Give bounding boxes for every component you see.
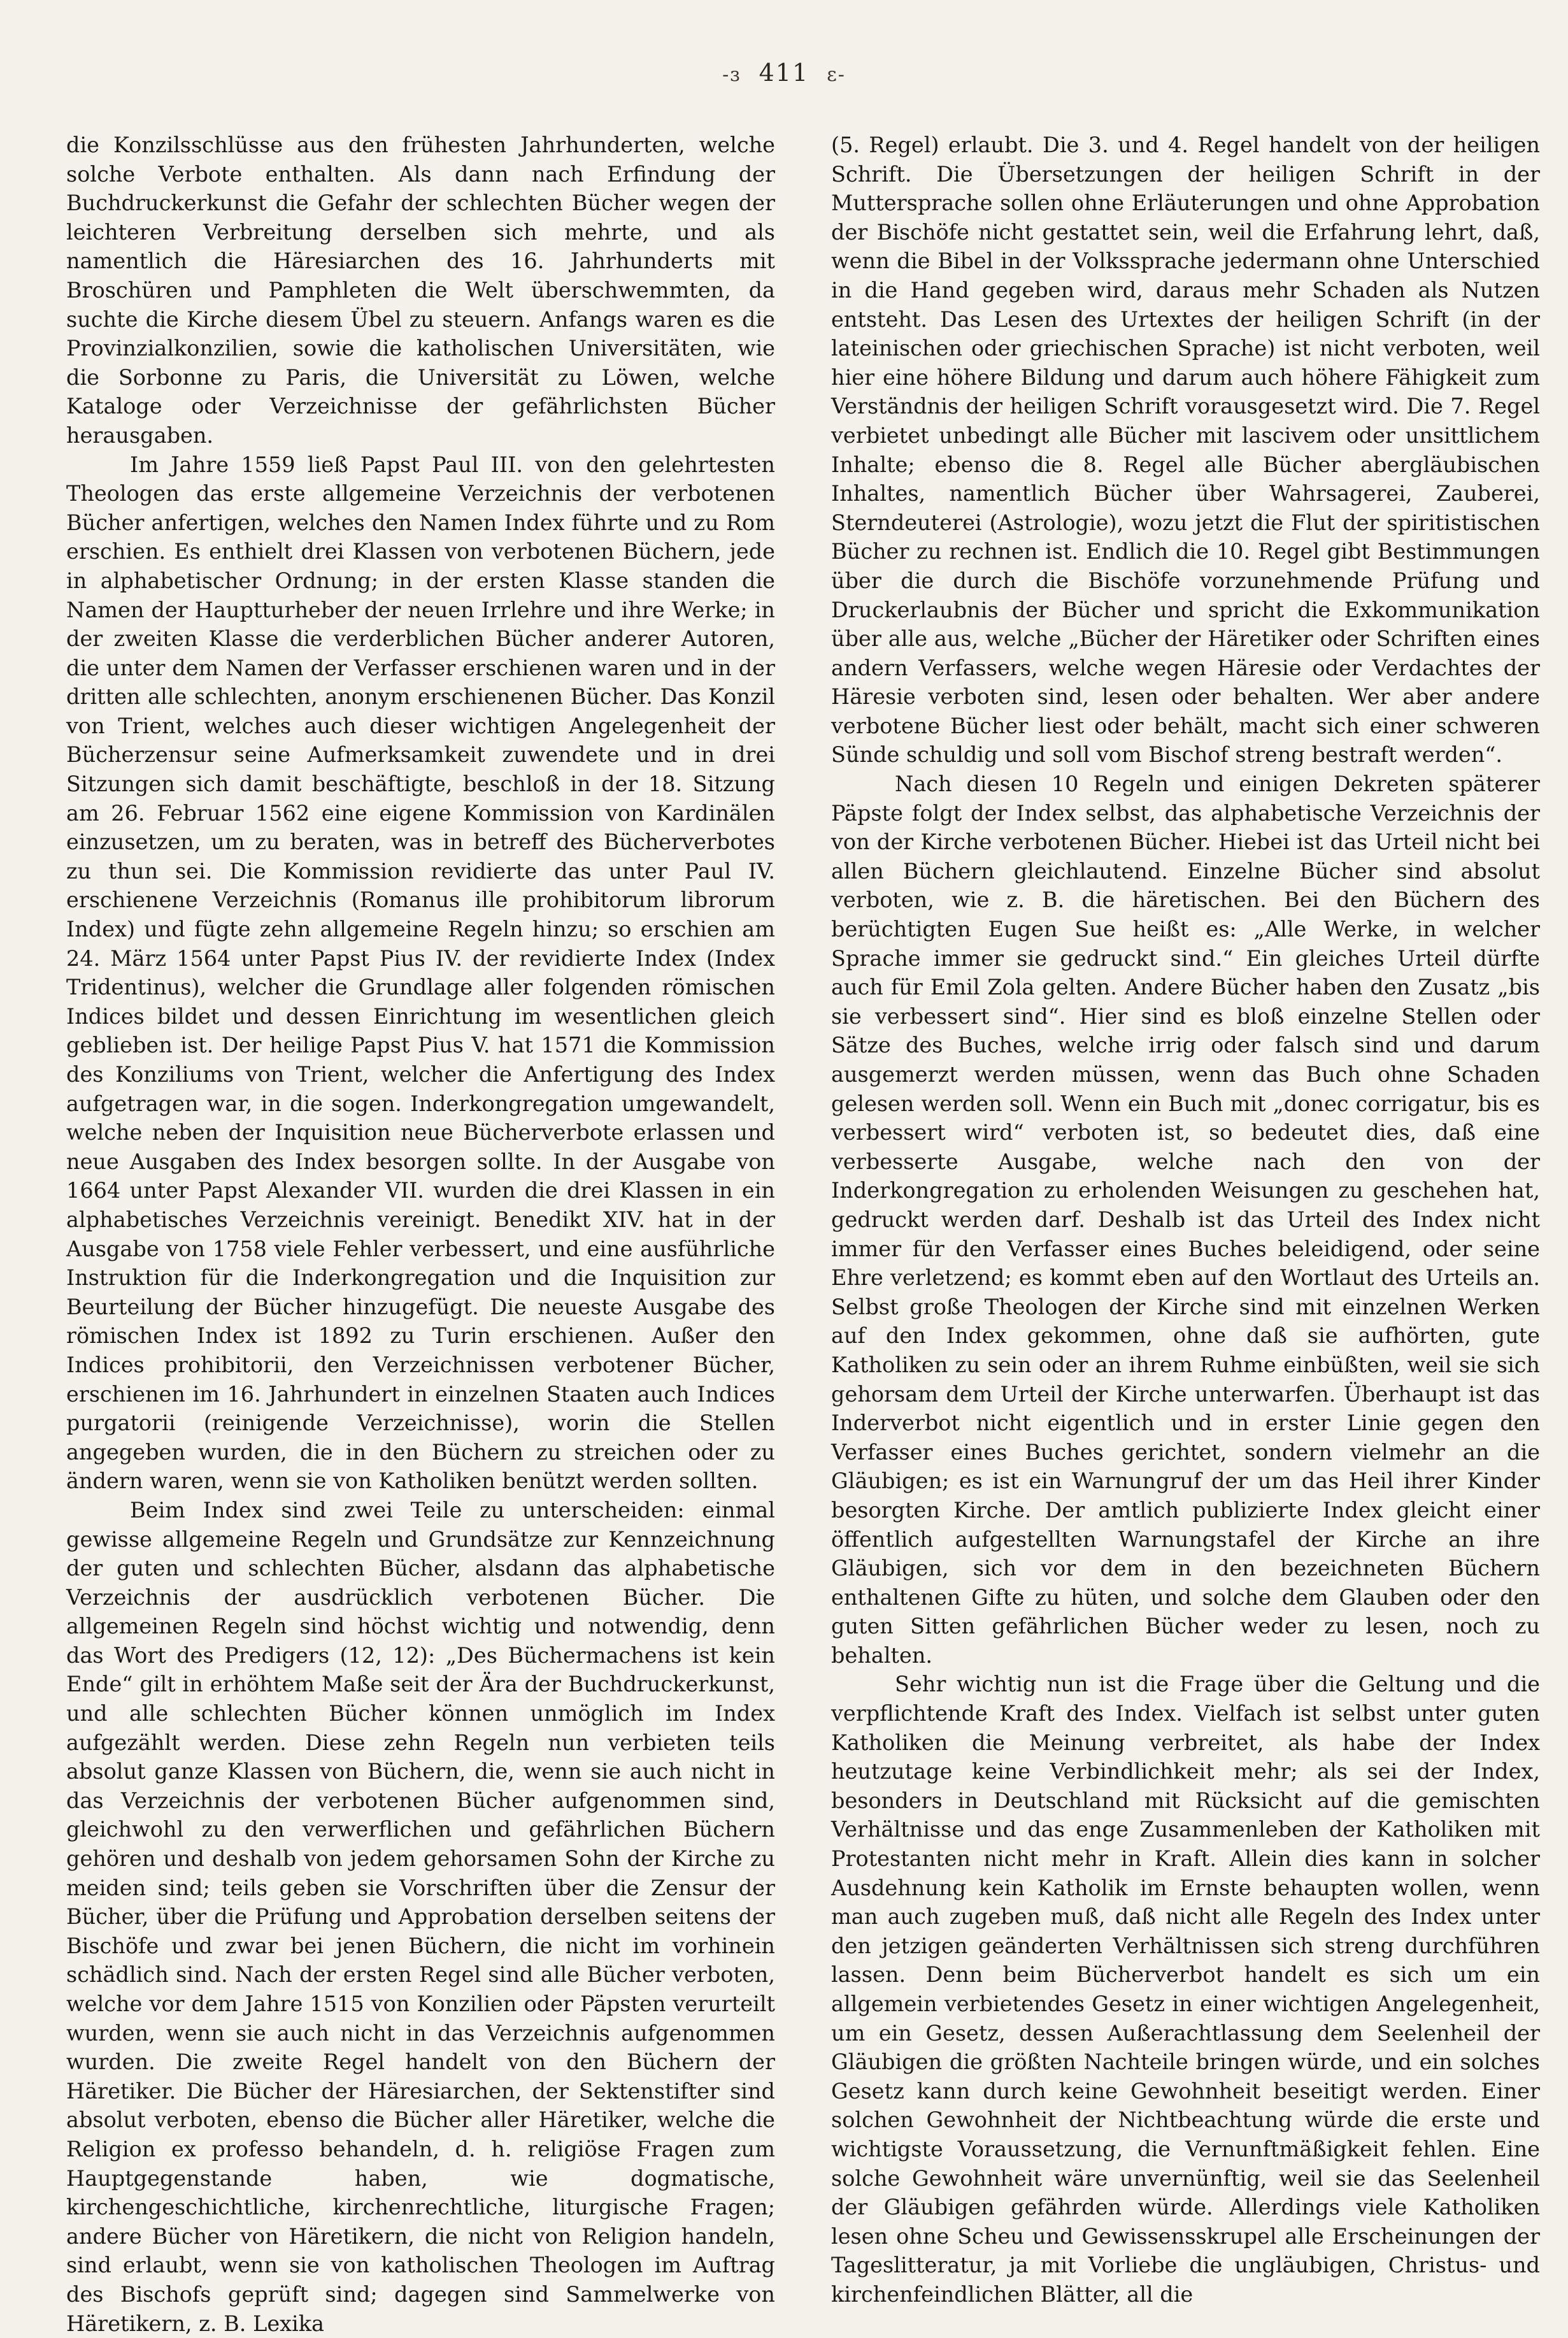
- paragraph: Im Jahre 1559 ließ Papst Paul III. von den gelehrtesten Theologen das erste allgemeine Verzeichnis der verbotenen Bücher anfertigen, welches den Namen Index führte und zu Rom erschien. Es enthielt drei Klassen von verbotenen Büchern, jede in alphabetischer Ordnung; in der ersten Klasse standen die Namen der Hauptturheber der neuen Irrlehre und ihre Werke; in der zweiten Klasse die verderblichen Bücher anderer Autoren, die unter dem Namen der Verfasser erschienen waren und in der dritten alle schlechten, anonym erschienenen Bücher. Das Konzil von Trient, welches auch dieser wichtigen Angelegenheit der Bücherzensur seine Aufmerksamkeit zuwendete und in drei Sitzungen sich damit beschäftigte, beschloß in der 18. Sitzung am 26. Februar 1562 eine eigene Kommission von Kardinälen einzusetzen, um zu beraten, was in betreff des Bücherverbotes zu thun sei. Die Kommission revidierte das unter Paul IV. erschienene Verzeichnis (Romanus ille prohibitorum librorum Index) und fügte zehn allgemeine Regeln hinzu; so erschien am 24. März 1564 unter Papst Pius IV. der revidierte Index (Index Tridentinus), welcher die Grundlage aller folgenden römischen Indices bildet und dessen Einrichtung im wesentlichen gleich geblieben ist. Der heilige Papst Pius V. hat 1571 die Kommission des Konziliums von Trient, welcher die Anfertigung des Index aufgetragen war, in die sogen. Inderkongregation umgewandelt, welche neben der Inquisition neue Bücherverbote erlassen und neue Ausgaben des Index besorgen sollte. In der Ausgabe von 1664 unter Papst Alexander VII. wurden die drei Klassen in ein alphabetisches Verzeichnis vereinigt. Benedikt XIV. hat in der Ausgabe von 1758 viele Fehler verbessert, und eine ausführliche Instruktion für die Inderkongregation und die Inquisition zur Beurteilung der Bücher hinzugefügt. Die neueste Ausgabe des römischen Index ist 1892 zu Turin erschienen. Außer den Indices prohibitorii, den Verzeichnissen verbotener Bücher, erschienen im 16. Jahrhundert in einzelnen Staaten auch Indices purgatorii (reinigende Verzeichnisse), worin die Stellen angegeben wurden, die in den Büchern zu streichen oder zu ändern waren, wenn sie von Katholiken benützt werden sollten.: [66, 452, 775, 1494]
- left-column: [66, 131, 775, 2336]
- paragraph: Sehr wichtig nun ist die Frage über die Geltung und die verpflichtende Kraft des Index. Vielfach ist selbst unter guten Katholiken die Meinung verbreitet, als habe der Index heutzutage keine Verbindlichkeit mehr; als sei der Index, besonders in Deutschland mit Rücksicht auf die gemischten Verhältnisse und das enge Zusammenleben der Katholiken mit Protestanten nicht mehr in Kraft. Allein dies kann in solcher Ausdehnung kein Katholik im Ernste behaupten wollen, wenn man auch zugeben muß, daß nicht alle Regeln des Index unter den jetzigen geänderten Verhältnissen sich streng durchführen lassen. Denn beim Bücherverbot handelt es sich um ein allgemein verbietendes Gesetz in einer wichtigen Angelegenheit, um ein Gesetz, dessen Außerachtlassung dem Seelenheil der Gläubigen die größten Nachteile bringen würde, und ein solches Gesetz kann durch keine Gewohnheit beseitigt werden. Einer solchen Gewohnheit der Nichtbeachtung würde die erste und wichtigste Voraussetzung, die Vernunftmäßigkeit fehlen. Eine solche Gewohnheit wäre unvernünftig, weil sie das Seelenheil der Gläubigen gefährden würde. Allerdings viele Katholiken lesen ohne Scheu und Gewissensskrupel alle Erscheinungen der Tageslitteratur, ja mit Vorliebe die ungläubigen, Christus- und kirchenfeindlichen Blätter, all die: [831, 1672, 1540, 2307]
- right-column: [831, 131, 1540, 2307]
- paragraph: die Konzilsschlüsse aus den frühesten Jahrhunderten, welche solche Verbote enthalten. Als dann nach Erfindung der Buchdruckerkunst die Gefahr der schlechten Bücher wegen der leichteren Verbreitung derselben sich mehrte, und als namentlich die Häresiarchen des 16. Jahrhunderts mit Broschüren und Pamphleten die Welt überschwemmten, da suchte die Kirche diesem Übel zu steuern. Anfangs waren es die Provinzialkonzilien, sowie die katholischen Universitäten, wie die Sorbonne zu Paris, die Universität zu Löwen, welche Kataloge oder Verzeichnisse der gefährlichsten Bücher herausgaben.: [66, 133, 775, 448]
- page-header: [0, 59, 1568, 87]
- ornament-right-icon: ɛ-: [827, 64, 846, 86]
- paragraph: Beim Index sind zwei Teile zu unterscheiden: einmal gewisse allgemeine Regeln und Grundsätze zur Kennzeichnung der guten und schlechten Bücher, alsdann das alphabetische Verzeichnis der ausdrücklich verbotenen Bücher. Die allgemeinen Regeln sind höchst wichtig und notwendig, denn das Wort des Predigers (12, 12): „Des Büchermachens ist kein Ende“ gilt in erhöhtem Maße seit der Ära der Buchdruckerkunst, und alle schlechten Bücher können unmöglich im Index aufgezählt werden. Diese zehn Regeln nun verbieten teils absolut ganze Klassen von Büchern, die, wenn sie auch nicht in das Verzeichnis der verbotenen Bücher aufgenommen sind, gleichwohl zu den verwerflichen und gefährlichen Büchern gehören und deshalb von jedem gehorsamen Sohn der Kirche zu meiden sind; teils geben sie Vorschriften über die Zensur der Bücher, über die Prüfung und Approbation derselben seitens der Bischöfe und zwar bei jenen Büchern, die nicht im vorhinein schädlich sind. Nach der ersten Regel sind alle Bücher verboten, welche vor dem Jahre 1515 von Konzilien oder Päpsten verurteilt wurden, wenn sie auch nicht in das Verzeichnis aufgenommen wurden. Die zweite Regel handelt von den Büchern der Häretiker. Die Bücher der Häresiarchen, der Sektenstifter sind absolut verboten, ebenso die Bücher aller Häretiker, welche die Religion ex professo behandeln, d. h. religiöse Fragen zum Hauptgegenstande haben, wie dogmatische, kirchengeschichtliche, kirchenrechtliche, liturgische Fragen; andere Bücher von Häretikern, die nicht von Religion handeln, sind erlaubt, wenn sie von katholischen Theologen im Auftrag des Bischofs geprüft sind; dagegen sind Sammelwerke von Häretikern, z. B. Lexika: [66, 1497, 775, 2336]
- ornament-left-icon: -ɜ: [722, 64, 741, 86]
- page-number: 411: [759, 59, 809, 87]
- paragraph: (5. Regel) erlaubt. Die 3. und 4. Regel handelt von der heiligen Schrift. Die Übersetzungen der heiligen Schrift in der Muttersprache sollen ohne Erläuterungen und ohne Approbation der Bischöfe nicht gestattet sein, weil die Erfahrung lehrt, daß, wenn die Bibel in der Volkssprache jedermann ohne Unterschied in die Hand gegeben wird, daraus mehr Schaden als Nutzen entsteht. Das Lesen des Urtextes der heiligen Schrift (in der lateinischen oder griechischen Sprache) ist nicht verboten, weil hier eine höhere Bildung und darum auch höhere Fähigkeit zum Verständnis der heiligen Schrift vorausgesetzt wird. Die 7. Regel verbietet unbedingt alle Bücher mit lascivem oder unsittlichem Inhalte; ebenso die 8. Regel alle Bücher abergläubischen Inhaltes, namentlich Bücher über Wahrsagerei, Zauberei, Sterndeuterei (Astrologie), wozu jetzt die Flut der spiritistischen Bücher zu rechnen ist. Endlich die 10. Regel gibt Bestimmungen über die durch die Bischöfe vorzunehmende Prüfung und Druckerlaubnis der Bücher und spricht die Exkommunikation über alle aus, welche „Bücher der Häretiker oder Schriften eines andern Verfassers, welche wegen Häresie oder Verdachtes der Häresie verboten sind, lesen oder behalten. Wer aber andere verbotene Bücher liest oder behält, macht sich einer schweren Sünde schuldig und soll vom Bischof streng bestraft werden“.: [831, 133, 1540, 768]
- paragraph: Nach diesen 10 Regeln und einigen Dekreten späterer Päpste folgt der Index selbst, das alphabetische Verzeichnis der von der Kirche verbotenen Bücher. Hiebei ist das Urteil nicht bei allen Büchern gleichlautend. Einzelne Bücher sind absolut verboten, wie z. B. die häretischen. Bei den Büchern des berüchtigten Eugen Sue heißt es: „Alle Werke, in welcher Sprache immer sie gedruckt sind.“ Ein gleiches Urteil dürfte auch für Emil Zola gelten. Andere Bücher haben den Zusatz „bis sie verbessert sind“. Hier sind es bloß einzelne Stellen oder Sätze des Buches, welche irrig oder falsch sind und darum ausgemerzt werden müssen, wenn das Buch ohne Schaden gelesen werden soll. Wenn ein Buch mit „donec corrigatur, bis es verbessert wird“ verboten ist, so bedeutet dies, daß eine verbesserte Ausgabe, welche nach den von der Inderkongregation zu erholenden Weisungen zu geschehen hat, gedruckt werden darf. Deshalb ist das Urteil des Index nicht immer für den Verfasser eines Buches beleidigend, oder seine Ehre verletzend; es kommt eben auf den Wortlaut des Urteils an. Selbst große Theologen der Kirche sind mit einzelnen Werken auf den Index gekommen, ohne daß sie aufhörten, gute Katholiken zu sein oder an ihrem Ruhme einbüßten, weil sie sich gehorsam dem Urteil der Kirche unterwarfen. Überhaupt ist das Inderverbot nicht eigentlich und in erster Linie gegen den Verfasser eines Buches gerichtet, sondern vielmehr an die Gläubigen; es ist ein Warnungruf der um das Heil ihrer Kinder besorgten Kirche. Der amtlich publizierte Index gleicht einer öffentlich aufgestellten Warnungstafel der Kirche an ihre Gläubigen, sich vor dem in den bezeichneten Büchern enthaltenen Gifte zu hüten, und solche dem Glauben oder den guten Sitten gefährlichen Bücher weder zu lesen, noch zu behalten.: [831, 771, 1540, 1668]
